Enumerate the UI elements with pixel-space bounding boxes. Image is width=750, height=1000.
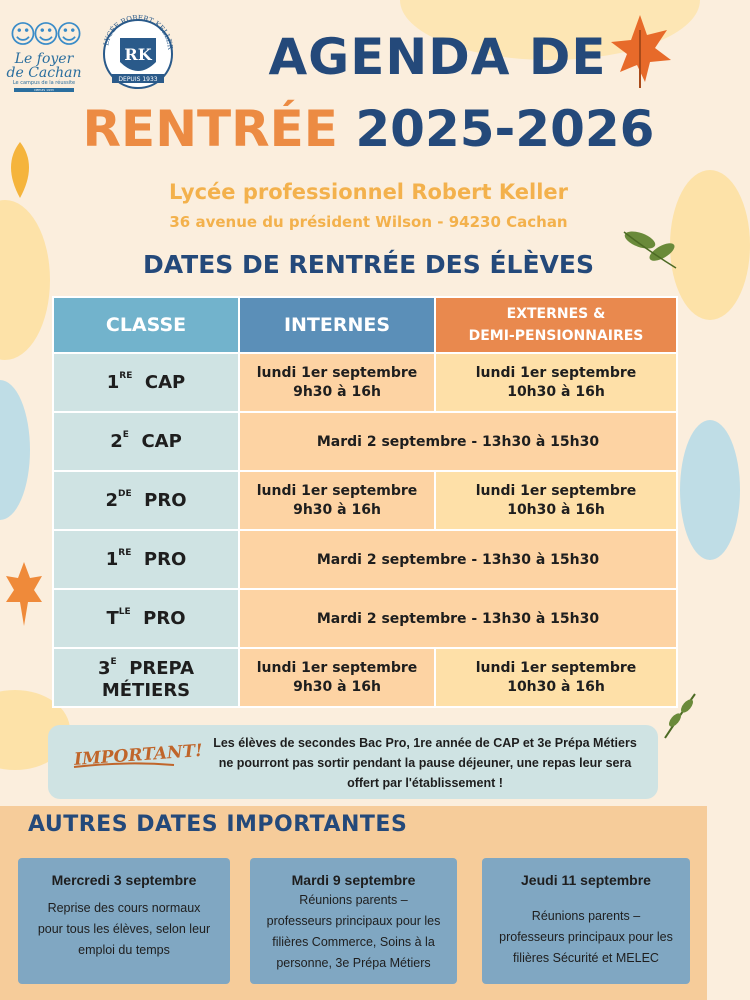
header-externes-line1: EXTERNES & [506,306,606,322]
title-rentree: RENTRÉE [82,100,338,158]
important-line: offert par l'établissement ! [347,776,503,790]
cell-combined: Mardi 2 septembre - 13h30 à 15h30 [239,412,677,471]
school-since: DEPUIS 1933 [118,76,158,83]
cell-classe [53,530,239,589]
cell-classe [53,471,239,530]
card-date: Jeudi 11 septembre [521,872,651,888]
class-level: 3 [97,657,111,679]
cell-classe [53,353,239,412]
card-body [250,890,457,974]
schedule-table [52,296,678,708]
date-card [250,858,457,984]
card-line: Réunions parents – [299,893,408,907]
header-externes-line2: DEMI-PENSIONNAIRES [468,328,644,344]
header-externes [435,297,677,353]
externes-date: lundi 1er septembre [475,364,637,381]
card-line: Réunions parents – [531,909,641,923]
class-level-sup: DE [118,489,132,499]
class-level-sup: RE [118,548,132,558]
class-name: PREPA [129,657,195,679]
card-line: filières Sécurité et MELEC [513,951,659,965]
internes-time: 9h30 à 16h [293,383,381,400]
bg-blob-right-blue [680,420,740,560]
orange-leaf-icon [4,560,44,630]
bg-blob-left-blue [0,380,30,520]
class-level-sup: E [110,656,117,667]
title-line2 [0,100,707,158]
table-row [53,471,677,530]
card-line: personne, 3e Prépa Métiers [276,956,431,970]
cell-classe [53,412,239,471]
important-stamp [70,735,204,775]
class-name-line2: MÉTIERS [101,679,191,701]
important-line: Les élèves de secondes Bac Pro, 1re année de CAP et 3e Prépa Métiers [213,736,637,750]
table-row [53,412,677,471]
externes-time: 10h30 à 16h [507,501,605,518]
card-date: Mardi 9 septembre [291,872,416,888]
table-row [53,589,677,648]
externes-date: lundi 1er septembre [475,482,637,499]
important-line: ne pourront pas sortir pendant la pause déjeuner, une repas leur sera [218,756,632,770]
cell-externes [435,471,677,530]
class-level: 2 [110,431,123,452]
title-line1: AGENDA DE [268,28,607,86]
school-address: 36 avenue du président Wilson - 94230 Cachan [169,213,568,231]
cell-internes [239,471,435,530]
table-row [53,648,677,707]
externes-date: lundi 1er septembre [475,659,637,676]
class-name: PRO [143,608,186,629]
class-name: PRO [144,490,187,511]
class-level-sup: RE [119,371,133,381]
title-year: 2025-2026 [355,100,655,158]
card-line: filières Commerce, Soins à la [272,935,435,949]
header-internes: INTERNES [239,297,435,353]
class-level: T [106,608,119,629]
card-date: Mercredi 3 septembre [51,872,197,888]
people-icon: ☺☺☺ [9,20,79,50]
card-body [18,898,230,961]
cell-internes [239,648,435,707]
foyer-tagline: Le campus de la réussite [12,80,76,86]
card-line: pour tous les élèves, selon leur [37,922,211,936]
school-ring-text: LYCÉE ROBERT KELLER [102,13,175,51]
card-line: emploi du temps [78,943,170,957]
important-text [200,733,650,793]
internes-time: 9h30 à 16h [293,678,381,695]
date-card [18,858,230,984]
header-classe: CLASSE [53,297,239,353]
internes-date: lundi 1er septembre [256,482,418,499]
cell-combined: Mardi 2 septembre - 13h30 à 15h30 [239,589,677,648]
other-dates-title: AUTRES DATES IMPORTANTES [28,812,408,837]
important-stamp-text: IMPORTANT! [73,740,204,770]
class-level-sup: E [122,430,129,440]
class-name: CAP [141,431,182,452]
foyer-name-line2: de Cachan [6,65,82,81]
school-name: Lycée professionnel Robert Keller [168,180,569,204]
class-level: 1 [106,372,120,393]
foyer-name-line1: Le foyer [14,51,74,67]
internes-date: lundi 1er septembre [256,364,418,381]
table-row [53,530,677,589]
class-level-sup: LE [118,607,131,617]
class-level: 2 [105,490,118,511]
foyer-since: DEPUIS 1933 [14,88,74,92]
table-row [53,353,677,412]
school-monogram: RK [124,45,152,64]
cell-internes [239,353,435,412]
cell-classe [53,589,239,648]
externes-time: 10h30 à 16h [507,678,605,695]
cell-externes [435,648,677,707]
important-notice [48,725,658,799]
date-card [482,858,690,984]
class-level: 1 [105,549,119,570]
card-line: Reprise des cours normaux [47,901,201,915]
cell-classe [53,648,239,707]
internes-date: lundi 1er septembre [256,659,418,676]
table-header-row [53,297,677,353]
externes-time: 10h30 à 16h [507,383,605,400]
card-line: professeurs principaux pour les [499,930,673,944]
class-name: CAP [144,372,186,393]
internes-time: 9h30 à 16h [293,501,381,518]
section-title: DATES DE RENTRÉE DES ÉLÈVES [142,250,594,279]
cell-externes [435,353,677,412]
card-line: professeurs principaux pour les [266,914,441,928]
cell-combined: Mardi 2 septembre - 13h30 à 15h30 [239,530,677,589]
class-name: PRO [143,549,187,570]
card-body [482,906,690,969]
